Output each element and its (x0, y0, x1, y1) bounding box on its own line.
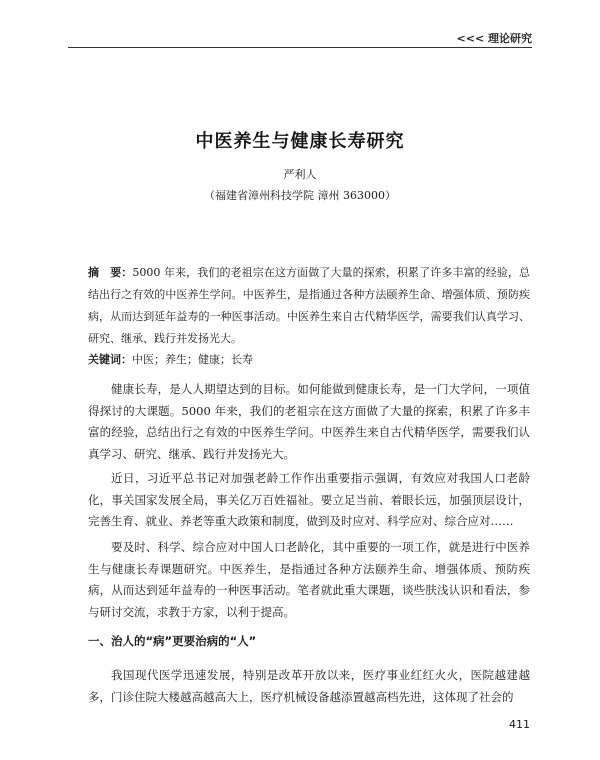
abstract-text: 5000 年来，我们的老祖宗在这方面做了大量的探索，积累了许多丰富的经验，总结出行之有效的中医养生学问。中医养生，是指通过各种方法颐养生命、增强体质、预防疾病，从而达到延年益寿的一种医事活动。中医养生来自古代精华医学，需要我们认真学习、研究、继承、践行并发扬光大。 (88, 266, 531, 345)
header-section-label: <<< 理论研究 (456, 32, 532, 45)
abstract (88, 262, 530, 350)
body-paragraph: 健康长寿，是人人期望达到的目标。如何能做到健康长寿，是一门大学问，一项值得探讨的大课题。5000 年来，我们的老祖宗在这方面做了大量的探索，积累了许多丰富的经验，总结出行之有效的中医养生学问。中医养生来自古代精华医学，需要我们认真学习、研究、继承、践行并发扬光大。 (88, 382, 530, 461)
header-divider (68, 47, 532, 48)
abstract-label: 摘 要： (88, 266, 133, 279)
section-paragraph: 我国现代医学迅速发展，特别是改革开放以来，医疗事业红红火火，医院越建越多，门诊住院大楼越高越高大上，医疗机械设备越添置越高档先进，这体现了社会的 (88, 668, 530, 704)
article-title: 中医养生与健康长寿研究 (195, 131, 405, 152)
body-paragraph: 要及时、科学、综合应对中国人口老龄化，其中重要的一项工作，就是进行中医养生与健康长寿课题研究。中医养生，是指通过各种方法颐养生命、增强体质、预防疾病，从而达到延年益寿的一种医事活动。笔者就此重大课题，谈些肤浅认识和看法，参与研讨交流，求教于方家，以利于提高。 (88, 540, 530, 619)
section-heading: 一、治人的“病”更要治病的“人” (88, 634, 257, 648)
page-number: 411 (509, 718, 530, 731)
article-author: 严利人 (283, 168, 317, 181)
article-affiliation: （福建省漳州科技学院 漳州 363000） (204, 189, 396, 202)
keywords-text: 中医；养生；健康；长寿 (132, 353, 253, 366)
keywords-label: 关键词： (88, 353, 132, 366)
keywords (88, 352, 530, 368)
body-paragraph: 近日，习近平总书记对加强老龄工作作出重要指示强调，有效应对我国人口老龄化，事关国家发展全局，事关亿万百姓福祉。要立足当前、着眼长远，加强顶层设计，完善生育、就业、养老等重大政策和制度，做到及时应对、科学应对、综合应对…… (88, 471, 530, 528)
